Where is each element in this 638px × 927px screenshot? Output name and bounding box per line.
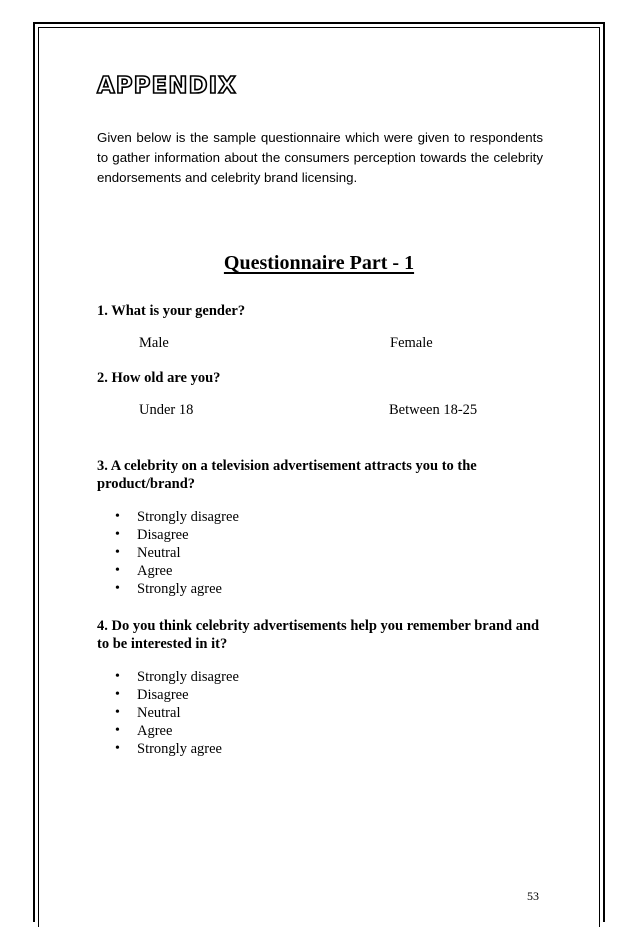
- questionnaire-part-title: [0, 252, 638, 275]
- q4-choice-neutral: • Neutral: [115, 705, 181, 721]
- q4-choice-strongly-agree: • Strongly agree: [115, 741, 222, 757]
- q4-choice-agree: • Agree: [115, 723, 173, 739]
- q3-choice-strongly-disagree: • Strongly disagree: [115, 509, 239, 525]
- bullet-icon: •: [115, 687, 120, 702]
- question-1: 1. What is your gender?: [97, 303, 246, 319]
- q3-choice-agree: • Agree: [115, 563, 173, 579]
- q1-option-female: Female: [390, 335, 433, 351]
- q4-choices: [115, 668, 239, 758]
- q3-choice-strongly-agree: • Strongly agree: [115, 581, 222, 597]
- q3-choice-neutral: • Neutral: [115, 545, 181, 561]
- q4-choice-strongly-disagree: • Strongly disagree: [115, 669, 239, 685]
- q4-choice-disagree: • Disagree: [115, 687, 189, 703]
- q3-choices: [115, 508, 239, 598]
- bullet-icon: •: [115, 545, 120, 560]
- intro-paragraph: Given below is the sample questionnaire which were given to respondents to gather information about the consumers perception towards the celebrity endorsements and celebrity brand licensing.: [97, 130, 543, 185]
- bullet-icon: •: [115, 563, 120, 578]
- questionnaire-part-title-text: Questionnaire Part - 1: [223, 252, 415, 274]
- q1-option-male: Male: [139, 335, 169, 351]
- bullet-icon: •: [115, 705, 120, 720]
- q3-choice-disagree: • Disagree: [115, 527, 189, 543]
- bullet-icon: •: [115, 509, 120, 524]
- bullet-icon: •: [115, 581, 120, 596]
- bullet-icon: •: [115, 741, 120, 756]
- question-4: 4. Do you think celebrity advertisements help you remember brand and to be interested in it?: [97, 618, 540, 652]
- bullet-icon: •: [115, 669, 120, 684]
- appendix-heading: APPENDIX: [97, 73, 237, 99]
- q2-option-under-18: Under 18: [139, 402, 194, 418]
- bullet-icon: •: [115, 527, 120, 542]
- question-2: 2. How old are you?: [97, 370, 221, 386]
- q2-option-between-18-25: Between 18-25: [389, 402, 478, 418]
- question-3: 3. A celebrity on a television advertisement attracts you to the product/brand?: [97, 458, 477, 492]
- page-number: 53: [527, 889, 539, 903]
- bullet-icon: •: [115, 723, 120, 738]
